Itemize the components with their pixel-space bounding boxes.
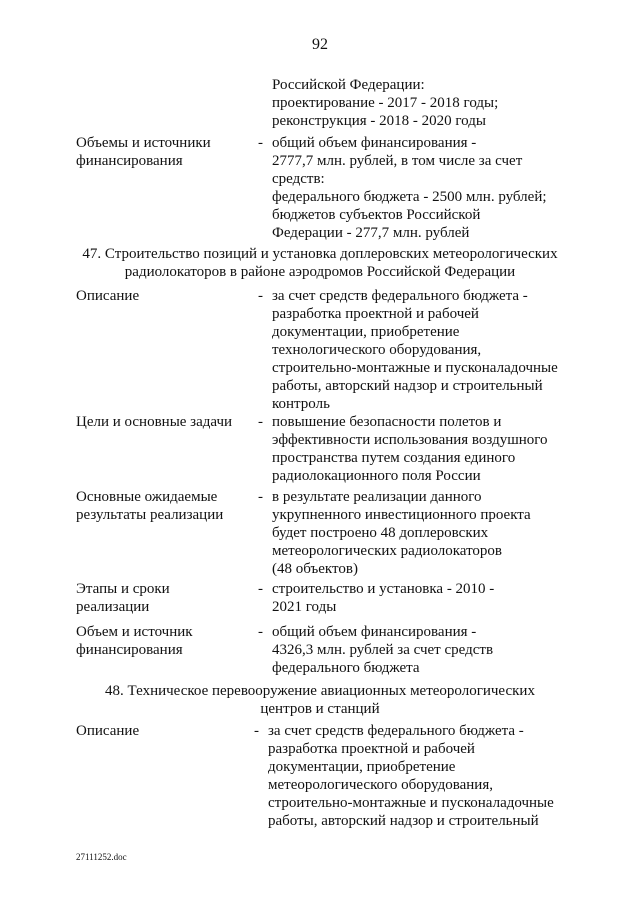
text-line: финансирования [76,642,183,658]
row-value [272,623,572,677]
text-line: работы, авторский надзор и строительный [268,813,539,829]
text-line: 4326,3 млн. рублей за счет средств [272,642,494,658]
row-value [272,413,572,485]
footer-filename: 27111252.doc [76,852,127,862]
text-line: средств: [272,171,325,187]
text-line: метеорологического оборудования, [268,777,493,793]
text-line: за счет средств федерального бюджета - [272,288,528,304]
text-line: контроль [272,396,330,412]
row-dash: - [254,723,259,739]
text-line: реконструкция - 2018 - 2020 годы [272,113,486,129]
text-line: повышение безопасности полетов и [272,414,502,430]
text-line: строительно-монтажные и пусконаладочные [268,795,554,811]
row-label [76,287,246,305]
section-47-heading [0,245,640,281]
row-value [268,722,568,830]
text-line: бюджетов субъектов Российской [272,207,481,223]
heading-line: 47. Строительство позиций и установка доплеровских метеорологических [82,246,558,262]
row-label [76,413,246,431]
text-line: пространства путем создания единого [272,450,516,466]
row-dash: - [258,288,263,304]
row-label [76,580,246,616]
text-line: Цели и основные задачи [76,414,233,430]
row-dash: - [258,581,263,597]
heading-line: 48. Техническое перевооружение авиационных метеорологических [105,683,535,699]
text-line: общий объем финансирования - [272,624,477,640]
text-line: работы, авторский надзор и строительный [272,378,543,394]
page-number: 92 [312,36,328,53]
text-line: результаты реализации [76,507,224,523]
text-line: федерального бюджета - 2500 млн. рублей; [272,189,547,205]
text-line: документации, приобретение [272,324,460,340]
text-line: за счет средств федерального бюджета - [268,723,524,739]
row-label [76,134,246,170]
text-line: строительство и установка - 2010 - [272,581,495,597]
text-line: общий объем финансирования - [272,135,477,151]
continuation-text [272,76,572,130]
text-line: проектирование - 2017 - 2018 годы; [272,95,499,111]
text-line: строительно-монтажные и пусконаладочные [272,360,558,376]
row-label [76,623,246,659]
text-line: Этапы и сроки [76,581,170,597]
text-line: финансирования [76,153,183,169]
heading-line: радиолокаторов в районе аэродромов Российской Федерации [124,264,516,280]
text-line: Объем и источник [76,624,193,640]
row-dash: - [258,624,263,640]
text-line: (48 объектов) [272,561,358,577]
row-dash: - [258,135,263,151]
text-line: Описание [76,288,140,304]
text-line: в результате реализации данного [272,489,482,505]
text-line: радиолокационного поля России [272,468,481,484]
row-dash: - [258,414,263,430]
text-line: Основные ожидаемые [76,489,218,505]
row-label [76,722,246,740]
row-value [272,580,572,616]
text-line: федерального бюджета [272,660,420,676]
text-line: Российской Федерации: [272,77,425,93]
heading-line: центров и станций [260,701,380,717]
row-label [76,488,246,524]
text-line: 2021 годы [272,599,337,615]
row-value [272,134,572,242]
text-line: метеорологических радиолокаторов [272,543,503,559]
text-line: 2777,7 млн. рублей, в том числе за счет [272,153,523,169]
section-48-heading [0,682,640,718]
text-line: укрупненного инвестиционного проекта [272,507,531,523]
row-dash: - [258,489,263,505]
text-line: реализации [76,599,150,615]
text-line: эффективности использования воздушного [272,432,548,448]
text-line: разработка проектной и рабочей [268,741,475,757]
text-line: разработка проектной и рабочей [272,306,479,322]
text-line: Описание [76,723,140,739]
row-value [272,287,572,413]
text-line: документации, приобретение [268,759,456,775]
text-line: технологического оборудования, [272,342,482,358]
text-line: Объемы и источники [76,135,211,151]
row-value [272,488,572,578]
text-line: будет построено 48 доплеровских [272,525,489,541]
text-line: Федерации - 277,7 млн. рублей [272,225,470,241]
